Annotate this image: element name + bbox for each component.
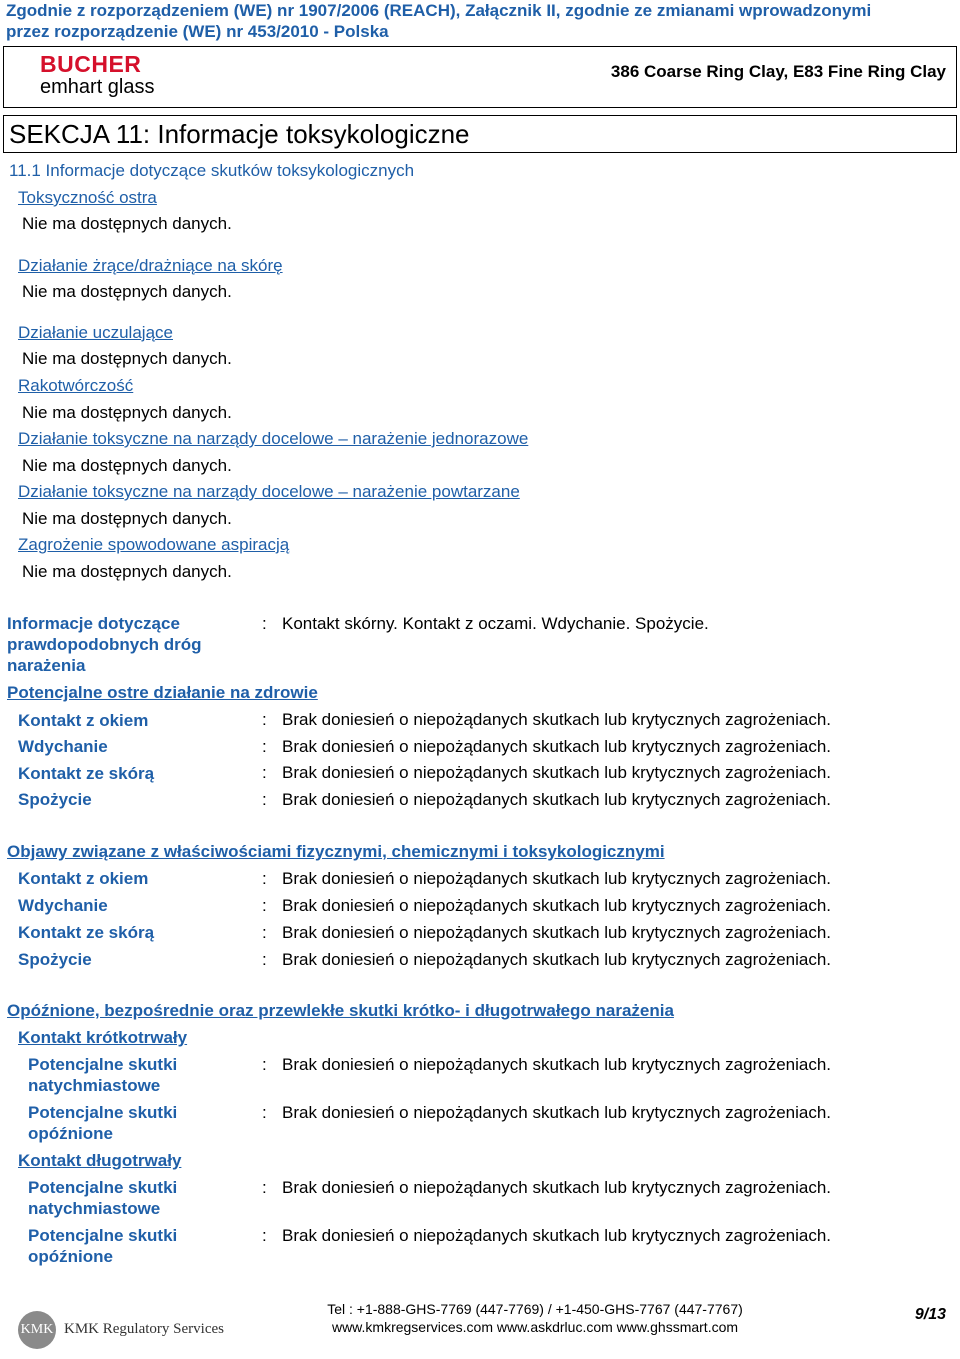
- effect-label: Działanie toksyczne na narządy docelowe – narażenie powtarzane: [18, 482, 520, 501]
- row-label: Wdychanie: [18, 737, 108, 756]
- row-label: Kontakt z okiem: [18, 711, 149, 730]
- row-value: Brak doniesień o niepożądanych skutkach lub krytycznych zagrożeniach.: [282, 763, 832, 782]
- row-label-line: Potencjalne skutki: [28, 1055, 178, 1074]
- routes-label-line: Informacje dotyczące: [7, 614, 180, 633]
- regulation-line-1: Zgodnie z rozporządzeniem (WE) nr 1907/2006 (REACH), Załącznik II, zgodnie ze zmianami wprowadzonymi: [6, 1, 872, 20]
- effect-label: Zagrożenie spowodowane aspiracją: [18, 535, 290, 554]
- row-label: Kontakt ze skórą: [18, 923, 155, 942]
- row-value: Brak doniesień o niepożądanych skutkach lub krytycznych zagrożeniach.: [282, 1178, 832, 1197]
- colon: :: [262, 763, 267, 782]
- footer-tel: Tel : +1-888-GHS-7769 (447-7769) / +1-450-GHS-7767 (447-7767): [327, 1301, 743, 1317]
- row-value: Brak doniesień o niepożądanych skutkach lub krytycznych zagrożeniach.: [282, 790, 832, 809]
- delayed-heading: Opóźnione, bezpośrednie oraz przewlekłe skutki krótko- i długotrwałego narażenia: [7, 1001, 674, 1020]
- effect-value: Nie ma dostępnych danych.: [22, 214, 232, 233]
- row-value: Brak doniesień o niepożądanych skutkach lub krytycznych zagrożeniach.: [282, 923, 832, 942]
- row-label-line: Potencjalne skutki: [28, 1103, 178, 1122]
- kmk-company-name: KMK Regulatory Services: [64, 1321, 224, 1337]
- row-label: [28, 1225, 177, 1267]
- row-value: Brak doniesień o niepożądanych skutkach lub krytycznych zagrożeniach.: [282, 869, 832, 888]
- colon: :: [262, 710, 267, 729]
- regulation-header: [6, 0, 956, 42]
- routes-label-line: prawdopodobnych dróg: [7, 635, 202, 654]
- symptoms-heading: Objawy związane z właściwościami fizycznymi, chemicznymi i toksykologicznymi: [7, 842, 665, 861]
- product-name: 386 Coarse Ring Clay, E83 Fine Ring Clay: [610, 62, 946, 81]
- effect-value: Nie ma dostępnych danych.: [22, 562, 232, 581]
- effect-value: Nie ma dostępnych danych.: [22, 403, 232, 422]
- row-value: Brak doniesień o niepożądanych skutkach lub krytycznych zagrożeniach.: [282, 1055, 832, 1074]
- colon: :: [262, 869, 267, 888]
- footer-contact: [300, 1300, 770, 1336]
- effect-label: Rakotwórczość: [18, 376, 134, 395]
- row-label-line: natychmiastowe: [28, 1076, 161, 1095]
- colon: :: [262, 1103, 267, 1122]
- row-label: [28, 1054, 177, 1096]
- row-label-line: opóźnione: [28, 1247, 113, 1266]
- short-term-heading: Kontakt krótkotrwały: [18, 1028, 188, 1047]
- effect-value: Nie ma dostępnych danych.: [22, 282, 232, 301]
- logo-sub: emhart glass: [40, 76, 155, 98]
- routes-label-line: narażenia: [7, 656, 86, 675]
- effect-label: Działanie uczulające: [18, 323, 173, 342]
- subsection-heading: 11.1 Informacje dotyczące skutków toksykologicznych: [9, 161, 415, 180]
- long-term-heading: Kontakt długotrwały: [18, 1151, 182, 1170]
- page-number: 9/13: [914, 1306, 946, 1323]
- colon: :: [262, 614, 267, 633]
- routes-value: Kontakt skórny. Kontakt z oczami. Wdychanie. Spożycie.: [282, 614, 709, 633]
- effect-label: Toksyczność ostra: [18, 188, 157, 207]
- row-label: Kontakt ze skórą: [18, 764, 155, 783]
- row-value: Brak doniesień o niepożądanych skutkach lub krytycznych zagrożeniach.: [282, 896, 832, 915]
- colon: :: [262, 1055, 267, 1074]
- effect-label: Działanie żrące/drażniące na skórę: [18, 256, 283, 275]
- row-label: [28, 1177, 177, 1219]
- row-value: Brak doniesień o niepożądanych skutkach lub krytycznych zagrożeniach.: [282, 1226, 832, 1245]
- row-label: [28, 1102, 177, 1144]
- row-label-line: Potencjalne skutki: [28, 1226, 178, 1245]
- row-label: Wdychanie: [18, 896, 108, 915]
- row-value: Brak doniesień o niepożądanych skutkach lub krytycznych zagrożeniach.: [282, 737, 832, 756]
- colon: :: [262, 950, 267, 969]
- company-logo: [40, 52, 170, 104]
- colon: :: [262, 790, 267, 809]
- colon: :: [262, 737, 267, 756]
- colon: :: [262, 896, 267, 915]
- colon: :: [262, 1226, 267, 1245]
- regulation-line-2: przez rozporządzenie (WE) nr 453/2010 - Polska: [6, 22, 389, 41]
- row-value: Brak doniesień o niepożądanych skutkach lub krytycznych zagrożeniach.: [282, 950, 832, 969]
- logo-brand: BUCHER: [40, 51, 142, 77]
- row-value: Brak doniesień o niepożądanych skutkach lub krytycznych zagrożeniach.: [282, 710, 832, 729]
- footer-websites: www.kmkregservices.com www.askdrluc.com www.ghssmart.com: [331, 1319, 739, 1335]
- row-label: Kontakt z okiem: [18, 869, 149, 888]
- acute-heading: Potencjalne ostre działanie na zdrowie: [7, 683, 318, 702]
- section-title: SEKCJA 11: Informacje toksykologiczne: [9, 119, 470, 149]
- effect-label: Działanie toksyczne na narządy docelowe – narażenie jednorazowe: [18, 429, 529, 448]
- kmk-logo: [18, 1311, 228, 1351]
- row-label-line: Potencjalne skutki: [28, 1178, 178, 1197]
- row-label: Spożycie: [18, 790, 92, 809]
- colon: :: [262, 923, 267, 942]
- effect-value: Nie ma dostępnych danych.: [22, 509, 232, 528]
- row-label-line: natychmiastowe: [28, 1199, 161, 1218]
- kmk-monogram: KMK: [18, 1311, 56, 1349]
- routes-label: [7, 613, 202, 676]
- row-label-line: opóźnione: [28, 1124, 113, 1143]
- effect-value: Nie ma dostępnych danych.: [22, 456, 232, 475]
- row-value: Brak doniesień o niepożądanych skutkach lub krytycznych zagrożeniach.: [282, 1103, 832, 1122]
- colon: :: [262, 1178, 267, 1197]
- row-label: Spożycie: [18, 950, 92, 969]
- effect-value: Nie ma dostępnych danych.: [22, 349, 232, 368]
